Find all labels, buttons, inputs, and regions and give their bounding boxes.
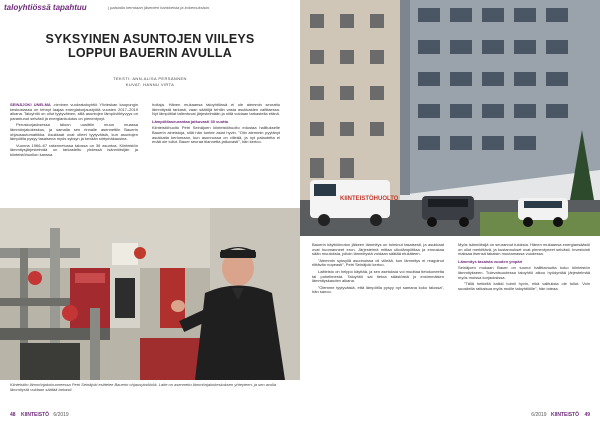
section-subtitle: | palstalla kerrotaan jäsenten hankkeista ja kokemuksista — [108, 5, 209, 10]
byline-author: TEKSTI: ANN-ALISA PERSÄNNEN — [113, 76, 187, 81]
paragraph: Vuonna 1966–67 rakennetussa talossa on 36 asuntoa. Kiinteistön lämmitysjärjestelmää on tarkasteltu yhdessä isännöitsijän ja kiinteistöhuollon kanssa. — [10, 142, 138, 157]
paragraph: ”Aiemmin syksyllä asunnoissa oli viileää, kun lämmitys ei reagoinut riittävän nopeasti”, Petri Seinäjoki kertoo. — [312, 257, 444, 268]
magazine-name: KIINTEISTÖ — [550, 412, 580, 418]
boiler-room-illustration — [0, 208, 300, 380]
issue-number: 6/2019 — [531, 412, 547, 418]
paragraph: Seinäjoen mukaan Bauer on tuonut hallittavuutta koko kiinteistön lämmitykseen. Tulevaisuudessa taloyhtiö aikoo hyödyntää järjestelmää myös muissa korjauksissa. — [458, 265, 590, 280]
photo-caption: Kiinteistön lämmönjakohuoneessa Petri Seinäjoki esittelee Bauerin ohjausyksikköä. Laite on asennettu lämmönjakokeskuksen yhteyteen, ja sen avulla lämmitystä voidaan säätää tarkasti. — [10, 382, 277, 392]
article-column-3 — [312, 243, 444, 295]
article-column-1 — [10, 103, 138, 158]
article-column-4 — [458, 243, 590, 291]
page-footer — [10, 412, 69, 418]
boiler-room-photo — [0, 208, 300, 380]
article-headline — [18, 32, 282, 60]
paragraph-text: -niminen vuokrataloyhtiö Ylivieskan kaupungin keskustassa on tehnyt laajaa energiakorjaustyötä vuosien 2017–2019 aikana. Taloyhtiö on ollut tyytyväinen, sillä asuntojen lämpöviihtyvyys on parantunut selvästi ja energiankulutus on pienentynyt. — [10, 102, 138, 121]
paragraph: hoitaja. Hänen mukaansa taloyhtiössä ei ole aiemmin seurattu lämmitystä tarkasti, vaan säätöjä tehtiin vasta asukkaiden valittaessa. Nyt lämpötilat tallentuvat järjestelmään ja niitä voidaan tarkastella etänä. — [152, 102, 280, 117]
paragraph: Myös isännöitsijä on seurannut tuloksia. Hänen mukaansa energiansäästö on ollut merkittävä, ja kustannukset ovat pienentyneet selvästi. Investointi maksaa itsensä takaisin muutamassa vuodessa. — [458, 242, 590, 257]
building-illustration — [300, 0, 600, 236]
page-number: 48 — [10, 412, 16, 418]
headline-line-2: LOPPUI BAUERIN AVULLA — [68, 46, 232, 60]
paragraph — [10, 103, 138, 121]
headline-line-1: SYKSYINEN ASUNTOJEN VIILEYS — [45, 32, 255, 46]
article-column-2 — [152, 103, 280, 145]
building-photo — [300, 0, 600, 236]
section-header — [0, 0, 300, 17]
paragraph: Laitteisto on helppo käyttää, ja sen asetuksia voi muuttaa tietokoneelta tai puhelimesta. Taloyhtiö sai tietoa säästöistä jo ensimmäisen lämmityskauden aikana. — [312, 268, 444, 284]
byline-photographer: KUVAT: HANNU VIRTA — [125, 82, 175, 87]
right-page — [300, 0, 600, 424]
issue-number: 6/2019 — [53, 412, 69, 418]
section-label: taloyhtiössä tapahtuu — [4, 3, 87, 12]
page-footer — [531, 412, 590, 418]
paragraph: Bauerin käyttöönoton jälkeen lämmitys on toiminut tasaisesti, ja asukkaat ovat huomanneet eron. Järjestelmä mittaa ulkolämpötilaa ja ennustaa sään muutoksia, jolloin lämmitystä voidaan säätää etukäteen. — [312, 242, 444, 257]
page-number: 49 — [584, 412, 590, 418]
paragraph: ”Tällä hetkellä kaikki toimii hyvin, eikä valituksia ole tullut. Voin suositella ratkaisua myös muille taloyhtiöille”, hän toteaa. — [458, 281, 590, 291]
paragraph: Peruskorjauksessa taloon uusittiin muun muassa lämmönjakokeskus, ja samalla sen rinnalle asennettiin Bauerin ohjausautomatiikka. Asukkaat ovat olleet tyytyväisiä, kun asuntojen lämpötila pysyy tasaisena myös syksyn ja kevään siirtymäkausina. — [10, 122, 138, 142]
paragraph: Kiinteistöhuolto Petri Seinäjoen kiinteistöhuolto edustaa hallitukselle Bauerin aineistoja, sillä hän tuntee asiat hyvin. ”Olin aiemmin pyytänyt asukkaita kertomaan, kun asunnossa on viileää, ja nyt palautetta ei enää ole tullut. Bauer seuraa tilannetta jatkuvasti”, hän kertoo. — [152, 125, 280, 145]
subheading: Lämpötilaseurantaa jatkuvasti 30 vuotta — [152, 118, 229, 124]
lead-in: SEINÄJOKI UNELMA — [10, 102, 51, 107]
subheading: Lämmitys tasaista vuoden ympäri — [458, 258, 523, 264]
paragraph: ”Olemme tyytyväisiä, että lämpötila pysyy nyt samana koko talossa”, hän sanoo. — [312, 284, 444, 295]
van-text: KIINTEISTÖHUOLTO — [340, 196, 399, 202]
magazine-name: KIINTEISTÖ — [20, 412, 50, 418]
